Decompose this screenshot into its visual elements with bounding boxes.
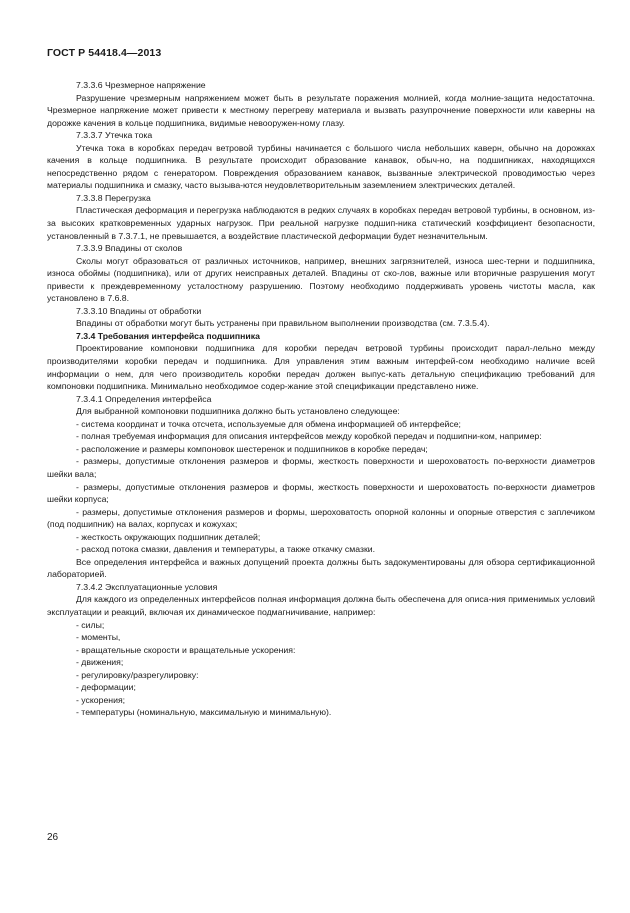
paragraph: - деформации; [76,682,136,693]
paragraph: Впадины от обработки могут быть устранены при правильном выполнении производства (см. 7.3.5.4). [76,318,490,329]
paragraph: Все определения интерфейса и важных допущений проекта должны быть задокументированы для обзора сертификационной лабораторией. [47,556,595,580]
paragraph: - регулировку/разрегулировку: [76,669,199,680]
subsection-heading: 7.3.3.6 Чрезмерное напряжение [76,80,206,90]
paragraph: Проектирование компоновки подшипника для коробки передач ветровой турбины происходит парал-лельно между производителями коробки передач и подшипника. Для управления этим важным интерфей-сом необходимо наличие всей информации о нем, для чего производитель коробки передач должен выпус-кать детальную спецификацию требований для компоновки подшипника. Минимально необходимое содер-жание этой спецификации представлено ниже. [47,343,595,392]
paragraph: Сколы могут образоваться от различных источников, например, внешних загрязнителей, износа шес-терни и подшипника, износа обоймы (подшипника), или от других неисправных деталей. Впадины от ско-лов, важные или вторичные разрушения могут привести к преждевременному усталостному разрушению. Поэтому необходимо поддерживать уровень чистоты масла, как установлено в 7.6.8. [47,255,595,304]
paragraph: - моменты, [76,632,121,643]
paragraph: - температуры (номинальную, максимальную и минимальную). [76,707,332,718]
paragraph: - расход потока смазки, давления и температуры, а также откачку смазки. [76,544,376,555]
paragraph: - размеры, допустимые отклонения размеров и формы, шероховатость опорной колонны и опорные отверстия с заплечиком (под подшипник) на валах, корпусах и кожухах; [47,506,595,530]
paragraph: - ускорения; [76,694,126,705]
paragraph: - размеры, допустимые отклонения размеров и формы, жесткость поверхности и шероховатость по-верхности диаметров шейки вала; [47,456,595,479]
paragraph: Пластическая деформация и перегрузка наблюдаются в редких случаях в коробках передач ветровой турбины, в основном, из-за высоких кратковременных ударных нагрузок. При реальной нагрузке подшип-ника статический коэффициент безопасности, установленный в 7.3.7.1, не превышается, а воздействие пластической деформации будет незначительным. [47,205,595,241]
paragraph: - движения; [76,657,124,668]
paragraph: Для выбранной компоновки подшипника должно быть установлено следующее: [76,406,400,417]
paragraph: - силы; [76,619,105,630]
subsection-heading: 7.3.3.10 Впадины от обработки [76,305,202,316]
paragraph: - вращательные скорости и вращательные ускорения: [76,644,296,655]
subsection-heading: 7.3.4.2 Эксплуатационные условия [76,581,218,592]
paragraph: - размеры, допустимые отклонения размеров и формы, жесткость поверхности и шероховатость по-верхности диаметров шейки корпуса; [47,481,595,505]
paragraph: Для каждого из определенных интерфейсов полная информация должна быть обеспечена для описа-ния применимых условий эксплуатации и реакций, включая их динамическое подмагничивание, например: [47,594,595,617]
subsection-heading: 7.3.4.1 Определения интерфейса [76,393,212,404]
page-number: 26 [47,832,59,843]
subsection-heading: 7.3.3.8 Перегрузка [76,192,151,203]
paragraph: - система координат и точка отсчета, используемые для обмена информацией об интерфейсе; [76,418,461,429]
subsection-heading: 7.3.3.9 Впадины от сколов [76,243,183,254]
paragraph: - расположение и размеры компоновок шестеренок и подшипников в коробке передач; [76,443,428,454]
subsection-heading: 7.3.3.7 Утечка тока [76,130,153,141]
paragraph: - полная требуемая информация для описания интерфейсов между коробкой передач и подшипни-ком, например: [76,431,542,442]
paragraph: Утечка тока в коробках передач ветровой турбины начинается с большого числа небольших каверн, обычно на дорожках качения в кольце подшипника. В результате происходит образование канавок, обыч-но, на подшипниках, находящихся непосредственно рядом с генератором. Повреждения образованием канавок, вызванные электрической проводимостью через материалы подшипника и смазку, часто вызыва-ются неудовлетворительным заземлением электрических деталей. [47,142,595,191]
paragraph: Разрушение чрезмерным напряжением может быть в результате поражения молнией, когда молние-защита недостаточна. Чрезмерное напряжение может привести к местному перегреву материала и вызвать разупрочнение поверхности или каверны на дорожке качения в кольце подшипника, видимые невооружен-ному глазу. [47,92,595,128]
section-heading: 7.3.4 Требования интерфейса подшипника [76,330,260,341]
paragraph: - жесткость окружающих подшипник деталей; [76,531,261,542]
document-header: ГОСТ Р 54418.4—2013 [47,47,162,59]
document-body [47,79,595,719]
